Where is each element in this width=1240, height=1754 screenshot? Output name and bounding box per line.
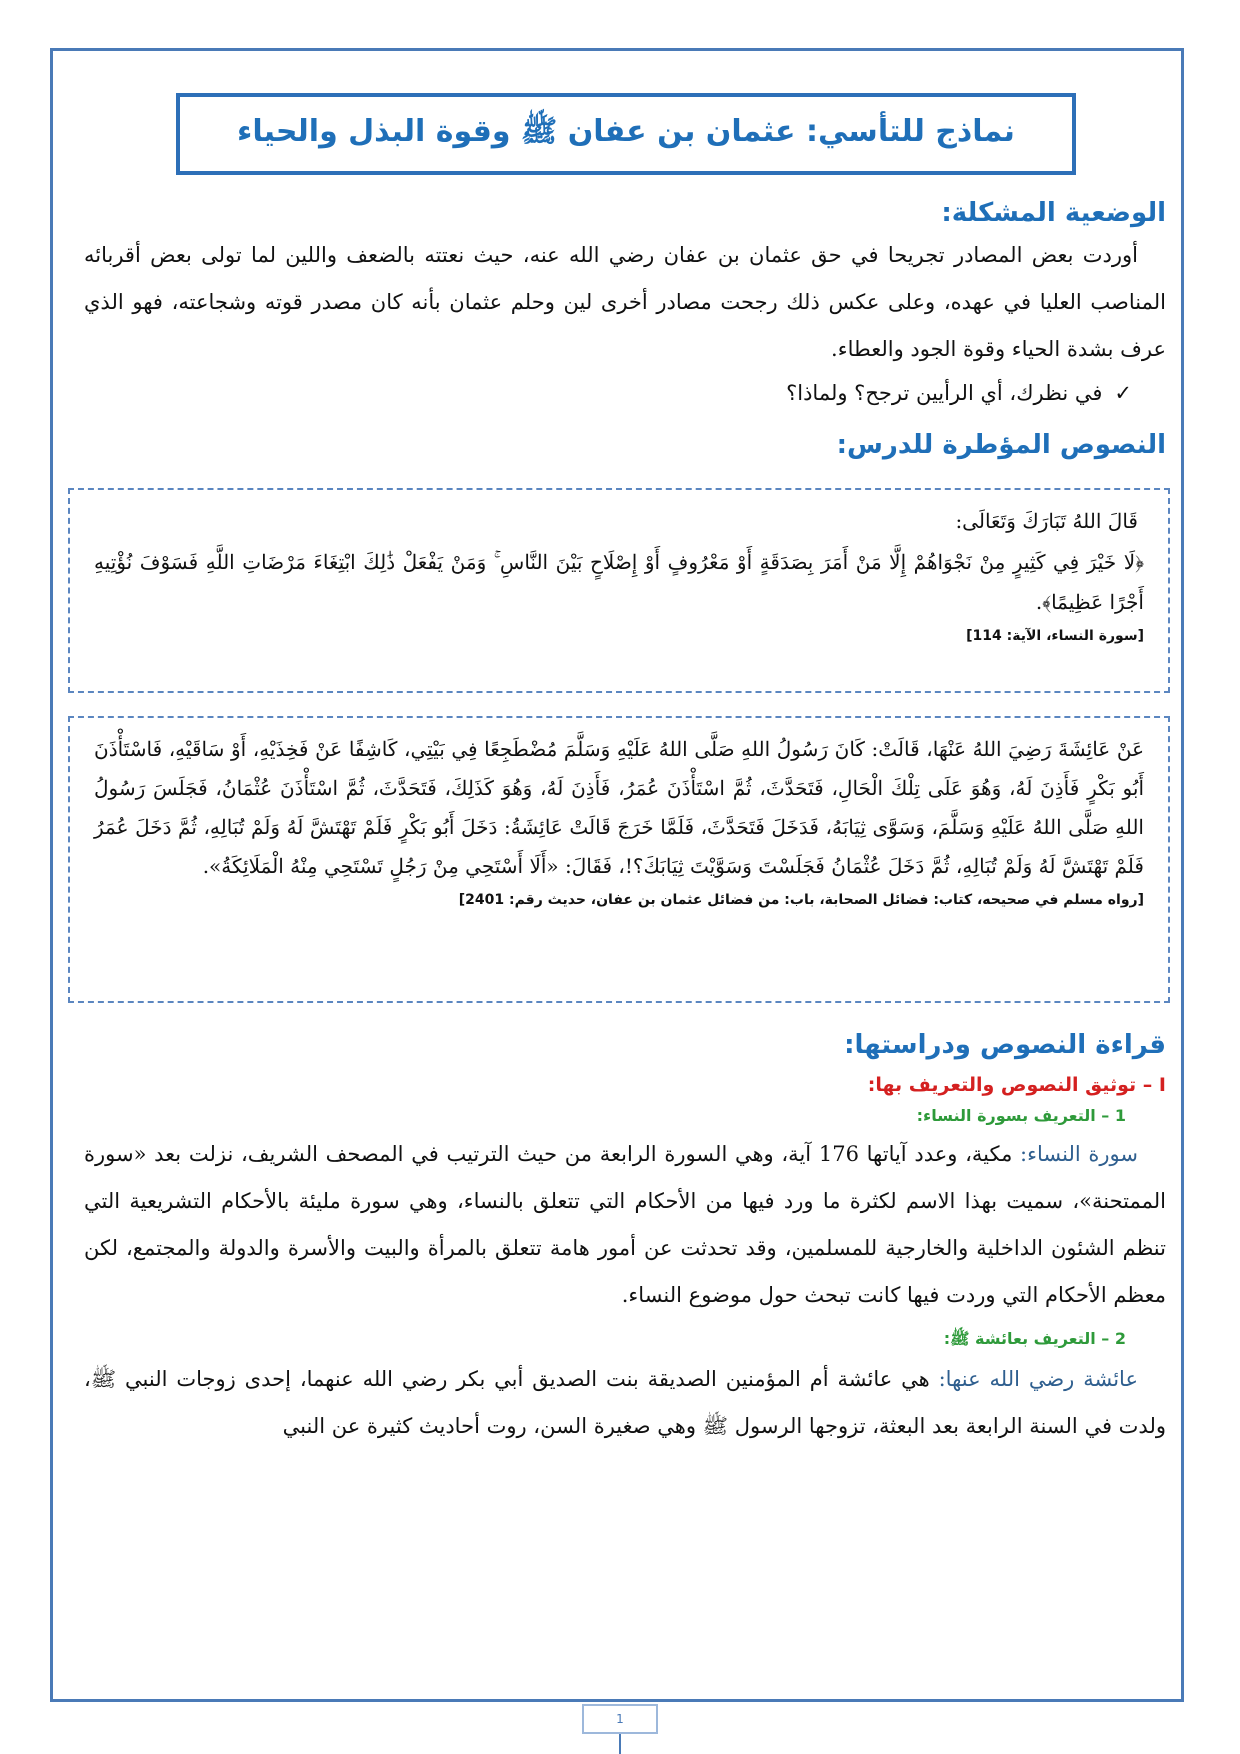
aisha-heading: 2 – التعريف بعائشة ﷺ: xyxy=(943,1329,1126,1348)
aisha-paragraph xyxy=(84,1356,1166,1450)
problem-heading: الوضعية المشكلة: xyxy=(941,198,1166,228)
hadith-box xyxy=(68,716,1170,1003)
surah-heading: 1 – التعريف بسورة النساء: xyxy=(916,1106,1126,1125)
problem-section xyxy=(84,198,1166,413)
quran-verse: ﴿لَا خَيْرَ فِي كَثِيرٍ مِنْ نَجْوَاهُمْ إِلَّا مَنْ أَمَرَ بِصَدَقَةٍ أَوْ مَعْرُوفٍ أَوْ إِصْلَاحٍ بَيْنَ النَّاسِ ۚ وَمَنْ يَفْعَلْ ذَٰلِكَ ابْتِغَاءَ مَرْضَاتِ اللَّهِ فَسَوْفَ نُؤْتِيهِ أَجْرًا عَظِيمًا﴾. xyxy=(94,550,1144,614)
hadith-text: عَنْ عَائِشَةَ رَضِيَ اللهُ عَنْهَا، قَالَتْ: كَانَ رَسُولُ اللهِ صَلَّى اللهُ عَلَيْهِ وَسَلَّمَ مُضْطَجِعًا فِي بَيْتِي، كَاشِفًا عَنْ فَخِذَيْهِ، أَوْ سَاقَيْهِ، فَاسْتَأْذَنَ أَبُو بَكْرٍ فَأَذِنَ لَهُ، وَهُوَ عَلَى تِلْكَ الْحَالِ، فَتَحَدَّثَ، ثُمَّ اسْتَأْذَنَ عُمَرُ، فَأَذِنَ لَهُ، وَهُوَ كَذَلِكَ، فَتَحَدَّثَ، ثُمَّ اسْتَأْذَنَ عُثْمَانُ، فَجَلَسَ رَسُولُ اللهِ صَلَّى اللهُ عَلَيْهِ وَسَلَّمَ، وَسَوَّى ثِيَابَهُ، فَدَخَلَ فَتَحَدَّثَ، فَلَمَّا خَرَجَ قَالَتْ عَائِشَةُ: دَخَلَ أَبُو بَكْرٍ فَلَمْ تَهْتَشَّ لَهُ وَلَمْ تُبَالِهِ، ثُمَّ دَخَلَ عُمَرُ فَلَمْ تَهْتَشَّ لَهُ وَلَمْ تُبَالِهِ، ثُمَّ دَخَلَ عُثْمَانُ فَجَلَسْتَ وَسَوَّيْتَ ثِيَابَكَ؟!، فَقَالَ: «أَلَا أَسْتَحِي مِنْ رَجُلٍ تَسْتَحِي مِنْهُ الْمَلَائِكَةُ». xyxy=(94,737,1145,878)
reading-section xyxy=(84,1030,1166,1450)
aisha-text: هي عائشة أم المؤمنين الصديقة بنت الصديق أبي بكر رضي الله عنهما، إحدى زوجات النبي ﷺ، ولدت في السنة الرابعة بعد البعثة، تزوجها الرسول ﷺ وهي صغيرة السن، روت أحاديث كثيرة عن النبي xyxy=(84,1367,1166,1438)
question-line xyxy=(84,373,1166,413)
surah-paragraph xyxy=(84,1131,1166,1319)
title-box xyxy=(176,93,1076,175)
page-title: نماذج للتأسي: عثمان بن عفان ﷺ وقوة البذل والحياء xyxy=(237,113,1015,149)
question-text: في نظرك، أي الرأيين ترجح؟ ولماذا؟ xyxy=(786,381,1103,405)
page-number: 1 xyxy=(582,1704,658,1734)
page-number-divider xyxy=(619,1734,621,1754)
quran-intro: قَالَ اللهُ تَبَارَكَ وَتَعَالَى: xyxy=(955,509,1138,533)
texts-heading: النصوص المؤطرة للدرس: xyxy=(836,430,1166,460)
check-icon: ✓ xyxy=(1114,381,1132,405)
problem-text: أوردت بعض المصادر تجريحا في حق عثمان بن عفان رضي الله عنه، حيث نعتته بالضعف واللين لما تولى بعض أقربائه المناصب العليا في عهده، وعلى عكس ذلك رجحت مصادر أخرى لين وحلم عثمان بأنه كان مصدر قوته وشجاعته، فهو الذي عرف بشدة الحياء وقوة الجود والعطاء. xyxy=(84,243,1166,361)
documentation-heading: I – توثيق النصوص والتعريف بها: xyxy=(867,1074,1166,1096)
texts-heading-wrap xyxy=(84,430,1166,460)
surah-text: مكية، وعدد آياتها 176 آية، وهي السورة الرابعة من حيث الترتيب في المصحف الشريف، نزلت بعد «سورة الممتحنة»، سميت بهذا الاسم لكثرة ما ورد فيها من الأحكام التي تتعلق بالنساء، وهي سورة مليئة بالأحكام التشريعية التي تنظم الشئون الداخلية والخارجية للمسلمين، وقد تحدثت عن أمور هامة تتعلق بالمرأة والبيت والأسرة والدولة والمجتمع، لكن معظم الأحكام التي وردت فيها كانت تبحث حول موضوع النساء. xyxy=(84,1142,1166,1307)
reading-heading: قراءة النصوص ودراستها: xyxy=(844,1030,1166,1060)
quran-box xyxy=(68,488,1170,693)
aisha-lead: عائشة رضي الله عنها: xyxy=(938,1367,1138,1391)
surah-lead: سورة النساء: xyxy=(1020,1142,1138,1166)
quran-reference: [سورة النساء، الآية: 114] xyxy=(966,628,1144,644)
hadith-reference: [رواه مسلم في صحيحه، كتاب: فضائل الصحابة، باب: من فضائل عثمان بن عفان، حديث رقم: 2401] xyxy=(458,892,1144,908)
